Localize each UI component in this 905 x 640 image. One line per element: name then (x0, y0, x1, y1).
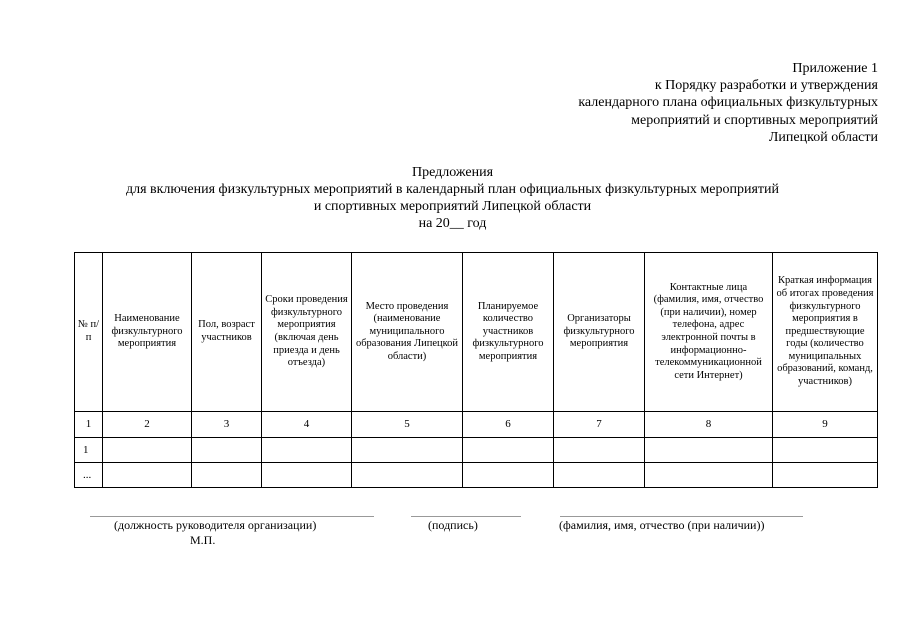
table-cell: 1 (75, 438, 103, 463)
table-cell (352, 438, 463, 463)
proposals-table (74, 252, 878, 488)
table-header-row (75, 253, 878, 412)
table-cell (645, 438, 773, 463)
header-cell: Планируемое количество участников физкультурного мероприятия (463, 253, 554, 412)
appendix-line: Липецкой области (768, 129, 878, 145)
table-cell (463, 438, 554, 463)
appendix-note (578, 60, 878, 146)
table-cell (262, 463, 352, 488)
position-label: (должность руководителя организации) (114, 518, 317, 532)
document-subtitle-line: для включения физкультурных мероприятий в календарный план официальных физкультурных мероприятий (125, 182, 780, 197)
table-cell (773, 463, 878, 488)
column-number: 4 (262, 412, 352, 438)
table-cell (103, 463, 192, 488)
table-cell (192, 463, 262, 488)
appendix-line: к Порядку разработки и утверждения (654, 78, 878, 94)
column-number: 6 (463, 412, 554, 438)
signature-line (411, 516, 521, 517)
column-number: 8 (645, 412, 773, 438)
signature-label: (подпись) (428, 518, 478, 532)
table-cell (463, 463, 554, 488)
name-label: (фамилия, имя, отчество (при наличии)) (559, 518, 765, 532)
header-cell: Пол, возраст участников (192, 253, 262, 412)
appendix-line: мероприятий и спортивных мероприятий (631, 112, 878, 128)
name-signature-line (560, 516, 803, 517)
position-signature-line (90, 516, 374, 517)
table-cell (773, 438, 878, 463)
column-number: 2 (103, 412, 192, 438)
table-row (75, 463, 878, 488)
table-cell (352, 463, 463, 488)
header-cell: № п/п (75, 253, 103, 412)
column-number: 9 (773, 412, 878, 438)
document-title: Предложения (411, 165, 494, 180)
table-cell: ... (75, 463, 103, 488)
table-cell (192, 438, 262, 463)
table-cell (103, 438, 192, 463)
header-cell: Сроки проведения физкультурного мероприятия (включая день приезда и день отъезда) (262, 253, 352, 412)
table-cell (645, 463, 773, 488)
header-cell: Контактные лица (фамилия, имя, отчество (при наличии), номер телефона, адрес электронной почты в информационно-телекоммуникационной сети Интернет) (645, 253, 773, 412)
header-cell: Организаторы физкультурного мероприятия (554, 253, 645, 412)
appendix-line: календарного плана официальных физкультурных (578, 95, 878, 111)
column-number: 5 (352, 412, 463, 438)
table-cell (554, 438, 645, 463)
header-cell: Место проведения (наименование муниципального образования Липецкой области) (352, 253, 463, 412)
document-year-line: на 20__ год (418, 216, 487, 231)
table-cell (262, 438, 352, 463)
column-number: 1 (75, 412, 103, 438)
appendix-line: Приложение 1 (792, 61, 878, 76)
column-number: 7 (554, 412, 645, 438)
column-number: 3 (192, 412, 262, 438)
document-subtitle-line: и спортивных мероприятий Липецкой области (313, 199, 592, 214)
table-row (75, 438, 878, 463)
header-cell: Наименование физкультурного мероприятия (103, 253, 192, 412)
header-cell: Краткая информация об итогах проведения физкультурного мероприятия в предшествующие годы (количество муниципальных образований, команд, участников) (773, 253, 878, 412)
document-heading (0, 164, 905, 232)
stamp-place-label: М.П. (190, 533, 216, 547)
column-number-row (75, 412, 878, 438)
table-cell (554, 463, 645, 488)
